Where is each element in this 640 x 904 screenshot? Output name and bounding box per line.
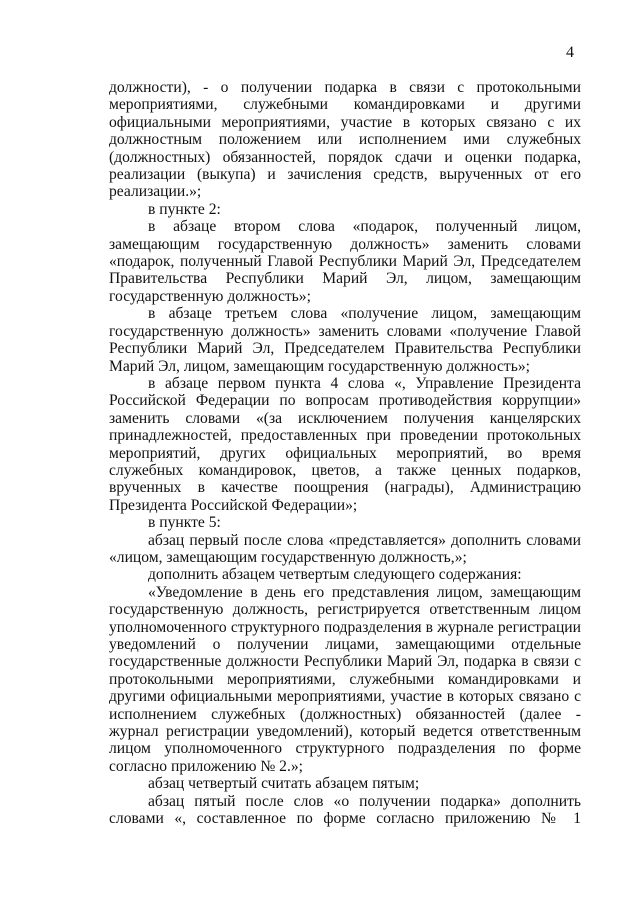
paragraph-notification-quote: «Уведомление в день его представления лицом, замещающим государственную должность, регистрируется ответственным лицом уполномоченного структурного подразделения в журнале регистрации уведомлений о получении лицами, замещающими отдельные государственные должности Республики Марий Эл, подарка в связи с протокольными мероприятиями, служебными командировками и другими официальными мероприятиями, участие в которых связано с исполнением служебных (должностных) обязанностей (далее - журнал регистрации уведомлений), который ведется ответственным лицом уполномоченного структурного подразделения по форме согласно приложению № 2.»; (109, 583, 581, 775)
paragraph-point-2-second-abzac: в абзаце втором слова «подарок, полученный лицом, замещающим государственную должность» заменить словами «подарок, полученный Главой Республики Марий Эл, Председателем Правительства Республики Марий Эл, лицом, замещающим государственную должность»; (109, 218, 581, 305)
document-body (109, 79, 581, 827)
paragraph-point-5-heading: в пункте 5: (148, 514, 221, 532)
paragraph-renumber-abzac: абзац четвертый считать абзацем пятым; (148, 775, 420, 793)
paragraph-point-2-third-abzac: в абзаце третьем слова «получение лицом, замещающим государственную должность» заменить словами «получение Главой Республики Марий Эл, Председателем Правительства Республики Марий Эл, лицом, замещающим государственную должность»; (109, 305, 581, 375)
page-number: 4 (566, 44, 574, 61)
paragraph-point-2-heading: в пункте 2: (148, 200, 221, 218)
paragraph-continuation: должности), - о получении подарка в связи с протокольными мероприятиями, служебными командировками и другими официальными мероприятиями, участие в которых связано с их должностным положением или исполнением ими служебных (должностных) обязанностей, порядок сдачи и оценки подарка, реализации (выкупа) и зачисления средств, вырученных от его реализации.»; (109, 79, 581, 201)
paragraph-add-fourth-abzac: дополнить абзацем четвертым следующего содержания: (148, 566, 522, 584)
paragraph-fifth-abzac: абзац пятый после слов «о получении подарка» дополнить словами «, составленное по форме согласно приложению № 1 (109, 792, 581, 828)
paragraph-point-5-first-abzac: абзац первый после слова «представляется» дополнить словами «лицом, замещающим государственную должность,»; (109, 531, 581, 566)
paragraph-point-4: в абзаце первом пункта 4 слова «, Управление Президента Российской Федерации по вопросам противодействия коррупции» заменить словами «(за исключением получения канцелярских принадлежностей, предоставленных при проведении протокольных мероприятий, других официальных мероприятий, во время служебных командировок, цветов, а также ценных подарков, врученных в качестве поощрения (награды), Администрацию Президента Российской Федерации»; (109, 374, 581, 514)
